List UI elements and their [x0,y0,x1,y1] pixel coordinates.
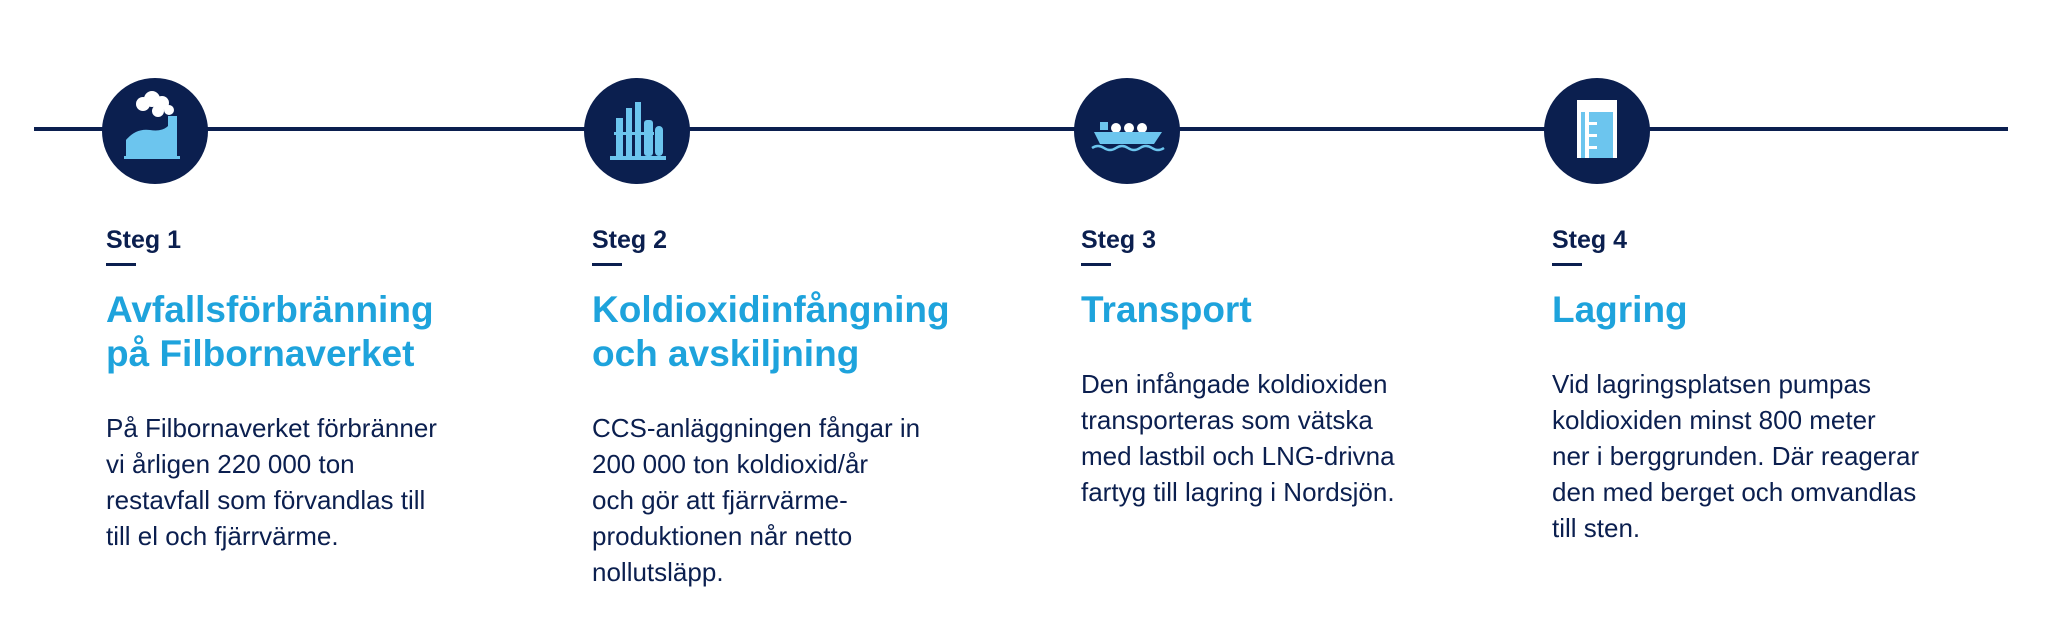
step-1-icon-circle [102,78,208,184]
factory-icon [102,78,208,184]
step-2 [592,225,1012,590]
step-4-label: Steg 4 [1552,226,1628,254]
step-1-underline [106,263,136,266]
ship-icon [1074,78,1180,184]
step-4 [1552,225,1972,546]
storage-tank-icon [1544,78,1650,184]
step-4-text: Vid lagringsplatsen pumpas koldioxiden minst 800 meter ner i berggrunden. Där reagerar den med berget och omvandlas till sten. [1552,369,1920,543]
refinery-icon [584,78,690,184]
step-3-icon-circle [1074,78,1180,184]
step-3-underline [1081,263,1111,266]
step-3-title: Transport [1081,289,1252,330]
step-2-underline [592,263,622,266]
step-2-title: Koldioxidinfångning och avskiljning [592,289,950,374]
step-1 [106,225,526,554]
step-2-icon-circle [584,78,690,184]
step-3-text: Den infångade koldioxiden transporteras som vätska med lastbil och LNG-drivna fartyg till lagring i Nordsjön. [1081,369,1395,507]
step-1-label: Steg 1 [106,226,182,254]
timeline-line [34,127,2008,131]
step-4-underline [1552,263,1582,266]
step-2-text: CCS-anläggningen fångar in 200 000 ton koldioxid/år och gör att fjärrvärme- produktionen når netto nollutsläpp. [592,413,921,587]
step-3 [1081,225,1501,510]
step-1-text: På Filbornaverket förbränner vi årligen 220 000 ton restavfall som förvandlas till till el och fjärrvärme. [106,413,437,551]
step-4-icon-circle [1544,78,1650,184]
step-2-label: Steg 2 [592,226,668,254]
step-4-title: Lagring [1552,289,1688,330]
step-3-label: Steg 3 [1081,226,1157,254]
step-1-title: Avfallsförbränning på Filbornaverket [106,289,434,374]
